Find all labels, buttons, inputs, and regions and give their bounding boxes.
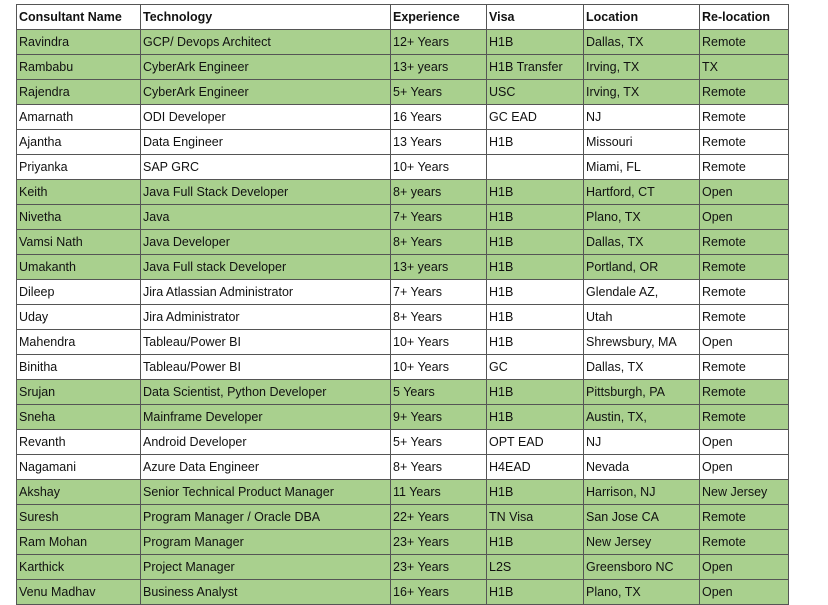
visa-cell[interactable] — [487, 155, 584, 180]
table-row — [17, 30, 789, 55]
relocation-cell[interactable]: Remote — [700, 130, 789, 155]
location-cell[interactable]: Dallas, TX — [584, 230, 700, 255]
consultant-name-cell[interactable]: Uday — [17, 305, 141, 330]
relocation-cell[interactable]: Remote — [700, 230, 789, 255]
location-cell[interactable]: NJ — [584, 105, 700, 130]
relocation-cell[interactable]: Open — [700, 455, 789, 480]
header-consultant-name[interactable]: Consultant Name — [17, 5, 141, 30]
technology-cell[interactable]: Tableau/Power BI — [141, 355, 391, 380]
experience-cell[interactable]: 11 Years — [391, 480, 487, 505]
consultant-name-cell[interactable]: Keith — [17, 180, 141, 205]
visa-cell[interactable]: H1B Transfer — [487, 55, 584, 80]
relocation-cell[interactable]: Remote — [700, 355, 789, 380]
consultant-name-cell[interactable]: Ram Mohan — [17, 530, 141, 555]
experience-cell[interactable]: 7+ Years — [391, 205, 487, 230]
table-row — [17, 380, 789, 405]
location-cell[interactable]: Greensboro NC — [584, 555, 700, 580]
experience-cell[interactable]: 10+ Years — [391, 355, 487, 380]
consultant-name-cell[interactable]: Amarnath — [17, 105, 141, 130]
table-row — [17, 505, 789, 530]
table-row — [17, 530, 789, 555]
consultant-name-cell[interactable]: Dileep — [17, 280, 141, 305]
relocation-cell[interactable]: Remote — [700, 280, 789, 305]
header-location[interactable]: Location — [584, 5, 700, 30]
visa-cell[interactable]: H1B — [487, 380, 584, 405]
relocation-cell[interactable]: Remote — [700, 530, 789, 555]
relocation-cell[interactable]: Open — [700, 330, 789, 355]
relocation-cell[interactable]: Remote — [700, 155, 789, 180]
visa-cell[interactable]: H1B — [487, 580, 584, 605]
technology-cell[interactable]: Senior Technical Product Manager — [141, 480, 391, 505]
consultant-name-cell[interactable]: Suresh — [17, 505, 141, 530]
technology-cell[interactable]: Java — [141, 205, 391, 230]
visa-cell[interactable]: H1B — [487, 405, 584, 430]
consultant-name-cell[interactable]: Karthick — [17, 555, 141, 580]
location-cell[interactable]: Missouri — [584, 130, 700, 155]
experience-cell[interactable]: 13 Years — [391, 130, 487, 155]
experience-cell[interactable]: 5+ Years — [391, 80, 487, 105]
relocation-cell[interactable]: Open — [700, 430, 789, 455]
location-cell[interactable]: Shrewsbury, MA — [584, 330, 700, 355]
technology-cell[interactable]: Program Manager — [141, 530, 391, 555]
visa-cell[interactable]: TN Visa — [487, 505, 584, 530]
relocation-cell[interactable]: Remote — [700, 305, 789, 330]
table-row — [17, 455, 789, 480]
technology-cell[interactable]: ODI Developer — [141, 105, 391, 130]
consultant-name-cell[interactable]: Vamsi Nath — [17, 230, 141, 255]
relocation-cell[interactable]: Remote — [700, 505, 789, 530]
experience-cell[interactable]: 9+ Years — [391, 405, 487, 430]
experience-cell[interactable]: 5+ Years — [391, 430, 487, 455]
table-row — [17, 305, 789, 330]
visa-cell[interactable]: H1B — [487, 130, 584, 155]
location-cell[interactable]: Glendale AZ, — [584, 280, 700, 305]
consultant-name-cell[interactable]: Priyanka — [17, 155, 141, 180]
relocation-cell[interactable]: New Jersey — [700, 480, 789, 505]
technology-cell[interactable]: Azure Data Engineer — [141, 455, 391, 480]
visa-cell[interactable]: GC — [487, 355, 584, 380]
visa-cell[interactable]: H1B — [487, 30, 584, 55]
relocation-cell[interactable]: Open — [700, 555, 789, 580]
visa-cell[interactable]: H1B — [487, 180, 584, 205]
relocation-cell[interactable]: Remote — [700, 105, 789, 130]
relocation-cell[interactable]: Open — [700, 580, 789, 605]
consultant-name-cell[interactable]: Ravindra — [17, 30, 141, 55]
location-cell[interactable]: Nevada — [584, 455, 700, 480]
relocation-cell[interactable]: Remote — [700, 30, 789, 55]
table-row — [17, 430, 789, 455]
experience-cell[interactable]: 16+ Years — [391, 580, 487, 605]
location-cell[interactable]: Irving, TX — [584, 80, 700, 105]
experience-cell[interactable]: 23+ Years — [391, 555, 487, 580]
consultant-name-cell[interactable]: Akshay — [17, 480, 141, 505]
experience-cell[interactable]: 8+ years — [391, 180, 487, 205]
technology-cell[interactable]: Business Analyst — [141, 580, 391, 605]
consultant-name-cell[interactable]: Nagamani — [17, 455, 141, 480]
consultant-name-cell[interactable]: Rambabu — [17, 55, 141, 80]
location-cell[interactable]: Harrison, NJ — [584, 480, 700, 505]
location-cell[interactable]: Dallas, TX — [584, 355, 700, 380]
location-cell[interactable]: Utah — [584, 305, 700, 330]
table-row — [17, 105, 789, 130]
technology-cell[interactable]: Jira Atlassian Administrator — [141, 280, 391, 305]
relocation-cell[interactable]: Remote — [700, 380, 789, 405]
location-cell[interactable]: Austin, TX, — [584, 405, 700, 430]
table-row — [17, 155, 789, 180]
location-cell[interactable]: Portland, OR — [584, 255, 700, 280]
consultant-name-cell[interactable]: Rajendra — [17, 80, 141, 105]
technology-cell[interactable]: GCP/ Devops Architect — [141, 30, 391, 55]
table-row — [17, 80, 789, 105]
table-row — [17, 355, 789, 380]
header-visa[interactable]: Visa — [487, 5, 584, 30]
consultant-table — [16, 4, 789, 605]
technology-cell[interactable]: Tableau/Power BI — [141, 330, 391, 355]
visa-cell[interactable]: H1B — [487, 480, 584, 505]
visa-cell[interactable]: H1B — [487, 330, 584, 355]
location-cell[interactable]: New Jersey — [584, 530, 700, 555]
location-cell[interactable]: Miami, FL — [584, 155, 700, 180]
experience-cell[interactable]: 8+ Years — [391, 455, 487, 480]
visa-cell[interactable]: H1B — [487, 530, 584, 555]
experience-cell[interactable]: 8+ Years — [391, 305, 487, 330]
location-cell[interactable]: Pittsburgh, PA — [584, 380, 700, 405]
table-row — [17, 580, 789, 605]
consultant-name-cell[interactable]: Umakanth — [17, 255, 141, 280]
location-cell[interactable]: Irving, TX — [584, 55, 700, 80]
relocation-cell[interactable]: Remote — [700, 80, 789, 105]
location-cell[interactable]: San Jose CA — [584, 505, 700, 530]
location-cell[interactable]: Hartford, CT — [584, 180, 700, 205]
technology-cell[interactable]: SAP GRC — [141, 155, 391, 180]
technology-cell[interactable]: Program Manager / Oracle DBA — [141, 505, 391, 530]
experience-cell[interactable]: 10+ Years — [391, 330, 487, 355]
consultant-name-cell[interactable]: Srujan — [17, 380, 141, 405]
technology-cell[interactable]: Data Engineer — [141, 130, 391, 155]
experience-cell[interactable]: 10+ Years — [391, 155, 487, 180]
consultant-name-cell[interactable]: Venu Madhav — [17, 580, 141, 605]
consultant-name-cell[interactable]: Ajantha — [17, 130, 141, 155]
visa-cell[interactable]: H4EAD — [487, 455, 584, 480]
table-body — [17, 30, 789, 605]
consultant-name-cell[interactable]: Binitha — [17, 355, 141, 380]
experience-cell[interactable]: 5 Years — [391, 380, 487, 405]
table-row — [17, 55, 789, 80]
technology-cell[interactable]: Jira Administrator — [141, 305, 391, 330]
experience-cell[interactable]: 23+ Years — [391, 530, 487, 555]
experience-cell[interactable]: 13+ years — [391, 255, 487, 280]
visa-cell[interactable]: OPT EAD — [487, 430, 584, 455]
consultant-name-cell[interactable]: Sneha — [17, 405, 141, 430]
experience-cell[interactable]: 12+ Years — [391, 30, 487, 55]
technology-cell[interactable]: CyberArk Engineer — [141, 55, 391, 80]
technology-cell[interactable]: Android Developer — [141, 430, 391, 455]
relocation-cell[interactable]: Remote — [700, 255, 789, 280]
visa-cell[interactable]: L2S — [487, 555, 584, 580]
visa-cell[interactable]: H1B — [487, 305, 584, 330]
relocation-cell[interactable]: Remote — [700, 405, 789, 430]
visa-cell[interactable]: USC — [487, 80, 584, 105]
table-row — [17, 205, 789, 230]
table-row — [17, 255, 789, 280]
location-cell[interactable]: Dallas, TX — [584, 30, 700, 55]
visa-cell[interactable]: H1B — [487, 255, 584, 280]
visa-cell[interactable]: H1B — [487, 205, 584, 230]
header-experience[interactable]: Experience — [391, 5, 487, 30]
experience-cell[interactable]: 22+ Years — [391, 505, 487, 530]
table-row — [17, 555, 789, 580]
location-cell[interactable]: Plano, TX — [584, 580, 700, 605]
experience-cell[interactable]: 13+ years — [391, 55, 487, 80]
table-row — [17, 230, 789, 255]
relocation-cell[interactable]: Open — [700, 205, 789, 230]
technology-cell[interactable]: Java Full stack Developer — [141, 255, 391, 280]
header-relocation[interactable]: Re-location — [700, 5, 789, 30]
technology-cell[interactable]: CyberArk Engineer — [141, 80, 391, 105]
technology-cell[interactable]: Mainframe Developer — [141, 405, 391, 430]
experience-cell[interactable]: 16 Years — [391, 105, 487, 130]
technology-cell[interactable]: Java Developer — [141, 230, 391, 255]
table-row — [17, 130, 789, 155]
table-row — [17, 280, 789, 305]
visa-cell[interactable]: GC EAD — [487, 105, 584, 130]
visa-cell[interactable]: H1B — [487, 230, 584, 255]
consultant-name-cell[interactable]: Mahendra — [17, 330, 141, 355]
table-row — [17, 405, 789, 430]
consultant-spreadsheet — [16, 4, 789, 605]
technology-cell[interactable]: Java Full Stack Developer — [141, 180, 391, 205]
table-row — [17, 330, 789, 355]
location-cell[interactable]: Plano, TX — [584, 205, 700, 230]
experience-cell[interactable]: 7+ Years — [391, 280, 487, 305]
visa-cell[interactable]: H1B — [487, 280, 584, 305]
consultant-name-cell[interactable]: Revanth — [17, 430, 141, 455]
technology-cell[interactable]: Data Scientist, Python Developer — [141, 380, 391, 405]
technology-cell[interactable]: Project Manager — [141, 555, 391, 580]
header-row — [17, 5, 789, 30]
relocation-cell[interactable]: Open — [700, 180, 789, 205]
header-technology[interactable]: Technology — [141, 5, 391, 30]
table-row — [17, 480, 789, 505]
experience-cell[interactable]: 8+ Years — [391, 230, 487, 255]
table-row — [17, 180, 789, 205]
relocation-cell[interactable]: TX — [700, 55, 789, 80]
location-cell[interactable]: NJ — [584, 430, 700, 455]
consultant-name-cell[interactable]: Nivetha — [17, 205, 141, 230]
